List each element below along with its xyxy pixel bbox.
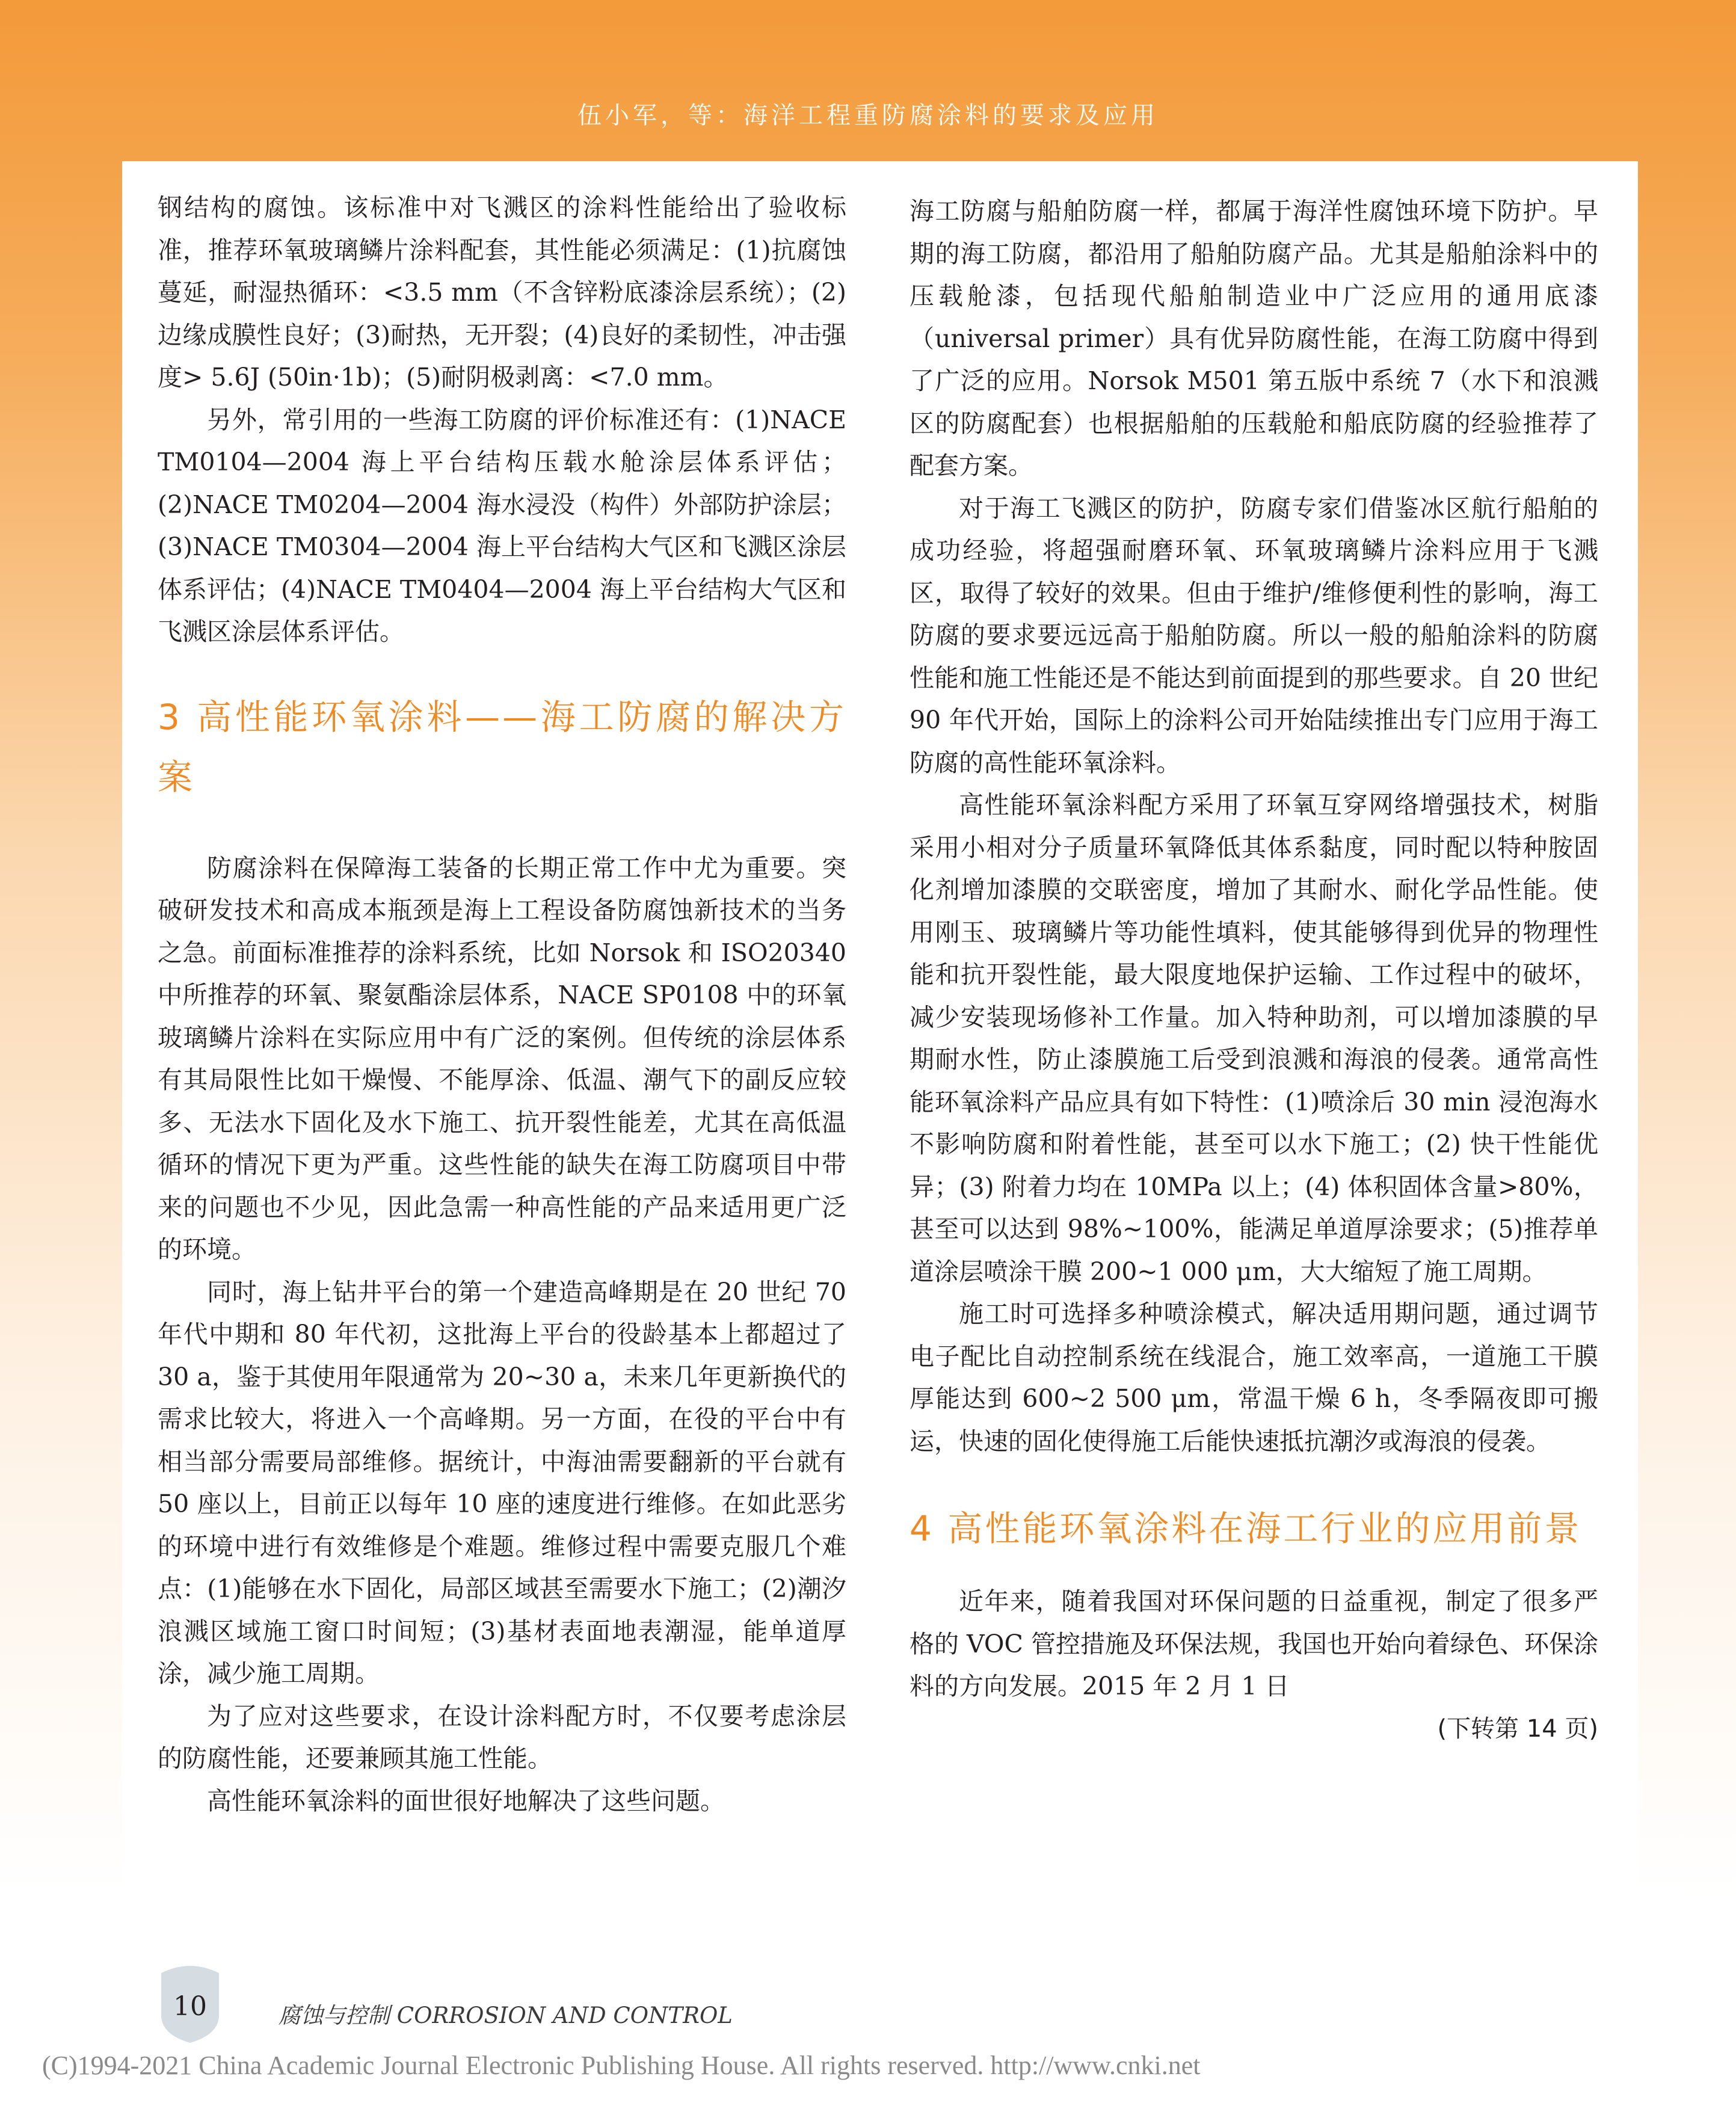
body-paragraph: 对于海工飞溅区的防护，防腐专家们借鉴冰区航行船舶的成功经验，将超强耐磨环氧、环氧玻璃鳞片涂料应用于飞溅区，取得了较好的效果。但由于维护/维修便利性的影响，海工防腐的要求要远远高于船舶防腐。所以一般的船舶涂料的防腐性能和施工性能还是不能达到前面提到的那些要求。自 20 世纪 90 年代开始，国际上的涂料公司开始陆续推出专门应用于海工防腐的高性能环氧涂料。 [910, 493, 1598, 777]
section-heading: 3 高性能环氧涂料——海工防腐的解决方案 [158, 696, 846, 798]
body-paragraph: 钢结构的腐蚀。该标准中对飞溅区的涂料性能给出了验收标准，推荐环氧玻璃鳞片涂料配套，其性能必须满足：(1)抗腐蚀蔓延，耐湿热循环：<3.5 mm（不含锌粉底漆涂层系统）；(2)边缘成膜性良好；(3)耐热，无开裂；(4)良好的柔韧性，冲击强度> 5.6J (50in·1b)；(5)耐阴极剥离：<7.0 mm。 [158, 193, 846, 392]
continued-note: (下转第 14 页) [1437, 1714, 1598, 1743]
body-paragraph: 近年来，随着我国对环保问题的日益重视，制定了很多严格的 VOC 管控措施及环保法规，我国也开始向着绿色、环保涂料的方向发展。2015 年 2 月 1 日 [910, 1587, 1598, 1701]
body-paragraph: 为了应对这些要求，在设计涂料配方时，不仅要考虑涂层的防腐性能，还要兼顾其施工性能。 [158, 1701, 846, 1773]
body-paragraph: 施工时可选择多种喷涂模式，解决适用期问题，通过调节电子配比自动控制系统在线混合，施工效率高，一道施工干膜厚能达到 600~2 500 μm，常温干燥 6 h，冬季隔夜即可搬运，快速的固化使得施工后能快速抵抗潮汐或海浪的侵袭。 [910, 1299, 1598, 1456]
right-column [910, 190, 1598, 1750]
section-heading: 4 高性能环氧涂料在海工行业的应用前景 [910, 1508, 1582, 1549]
body-paragraph: 海工防腐与船舶防腐一样，都属于海洋性腐蚀环境下防护。早期的海工防腐，都沿用了船舶防腐产品。尤其是船舶涂料中的压载舱漆，包括现代船舶制造业中广泛应用的通用底漆（universal primer）具有优异防腐性能，在海工防腐中得到了广泛的应用。Norsok M501 第五版中系统 7（水下和浪溅区的防腐配套）也根据船舶的压载舱和船底防腐的经验推荐了配套方案。 [910, 197, 1598, 480]
copyright-notice: (C)1994-2021 China Academic Journal Electronic Publishing House. All rights reserved. http://www.cnki.net [42, 2051, 1201, 2080]
body-paragraph: 同时，海上钻井平台的第一个建造高峰期是在 20 世纪 70 年代中期和 80 年代初，这批海上平台的役龄基本上都超过了 30 a，鉴于其使用年限通常为 20~30 a，未来几年更新换代的需求比较大，将进入一个高峰期。另一方面，在役的平台中有相当部分需要局部维修。据统计，中海油需要翻新的平台就有 50 座以上，目前正以每年 10 座的速度进行维修。在如此恶劣的环境中进行有效维修是个难题。维修过程中需要克服几个难点：(1)能够在水下固化，局部区域甚至需要水下施工；(2)潮汐浪溅区域施工窗口时间短；(3)基材表面地表潮湿，能单道厚涂，减少施工周期。 [158, 1277, 846, 1688]
body-paragraph: 高性能环氧涂料配方采用了环氧互穿网络增强技术，树脂采用小相对分子质量环氧降低其体系黏度，同时配以特种胺固化剂增加漆膜的交联密度，增加了其耐水、耐化学品性能。使用刚玉、玻璃鳞片等功能性填料，使其能够得到优异的物理性能和抗开裂性能，最大限度地保护运输、工作过程中的破坏，减少安装现场修补工作量。加入特种助剂，可以增加漆膜的早期耐水性，防止漆膜施工后受到浪溅和海浪的侵袭。通常高性能环氧涂料产品应具有如下特性：(1)喷涂后 30 min 浸泡海水不影响防腐和附着性能，甚至可以水下施工；(2) 快干性能优异；(3) 附着力均在 10MPa 以上；(4) 体积固体含量>80%，甚至可以达到 98%~100%，能满足单道厚涂要求；(5)推荐单道涂层喷涂干膜 200~1 000 μm，大大缩短了施工周期。 [910, 790, 1598, 1286]
running-header: 伍小军，等：海洋工程重防腐涂料的要求及应用 [577, 102, 1159, 129]
journal-name: 腐蚀与控制 CORROSION AND CONTROL [279, 2003, 733, 2028]
body-paragraph: 高性能环氧涂料的面世很好地解决了这些问题。 [207, 1786, 725, 1815]
body-paragraph: 另外，常引用的一些海工防腐的评价标准还有：(1)NACE TM0104—2004 海上平台结构压载水舱涂层体系评估；(2)NACE TM0204—2004 海水浸没（构件）外部防护涂层；(3)NACE TM0304—2004 海上平台结构大气区和飞溅区涂层体系评估；(4)NACE TM0404—2004 海上平台结构大气区和飞溅区涂层体系评估。 [158, 405, 846, 646]
page-number: 10 [173, 1991, 207, 2022]
left-column [158, 186, 846, 1822]
body-paragraph: 防腐涂料在保障海工装备的长期正常工作中尤为重要。突破研发技术和高成本瓶颈是海上工程设备防腐蚀新技术的当务之急。前面标准推荐的涂料系统，比如 Norsok 和 ISO20340 中所推荐的环氧、聚氨酯涂层体系，NACE SP0108 中的环氧玻璃鳞片涂料在实际应用中有广泛的案例。但传统的涂层体系有其局限性比如干燥慢、不能厚涂、低温、潮气下的副反应较多、无法水下固化及水下施工、抗开裂性能差，尤其在高低温循环的情况下更为严重。这些性能的缺失在海工防腐项目中带来的问题也不少见，因此急需一种高性能的产品来适用更广泛的环境。 [158, 853, 846, 1264]
